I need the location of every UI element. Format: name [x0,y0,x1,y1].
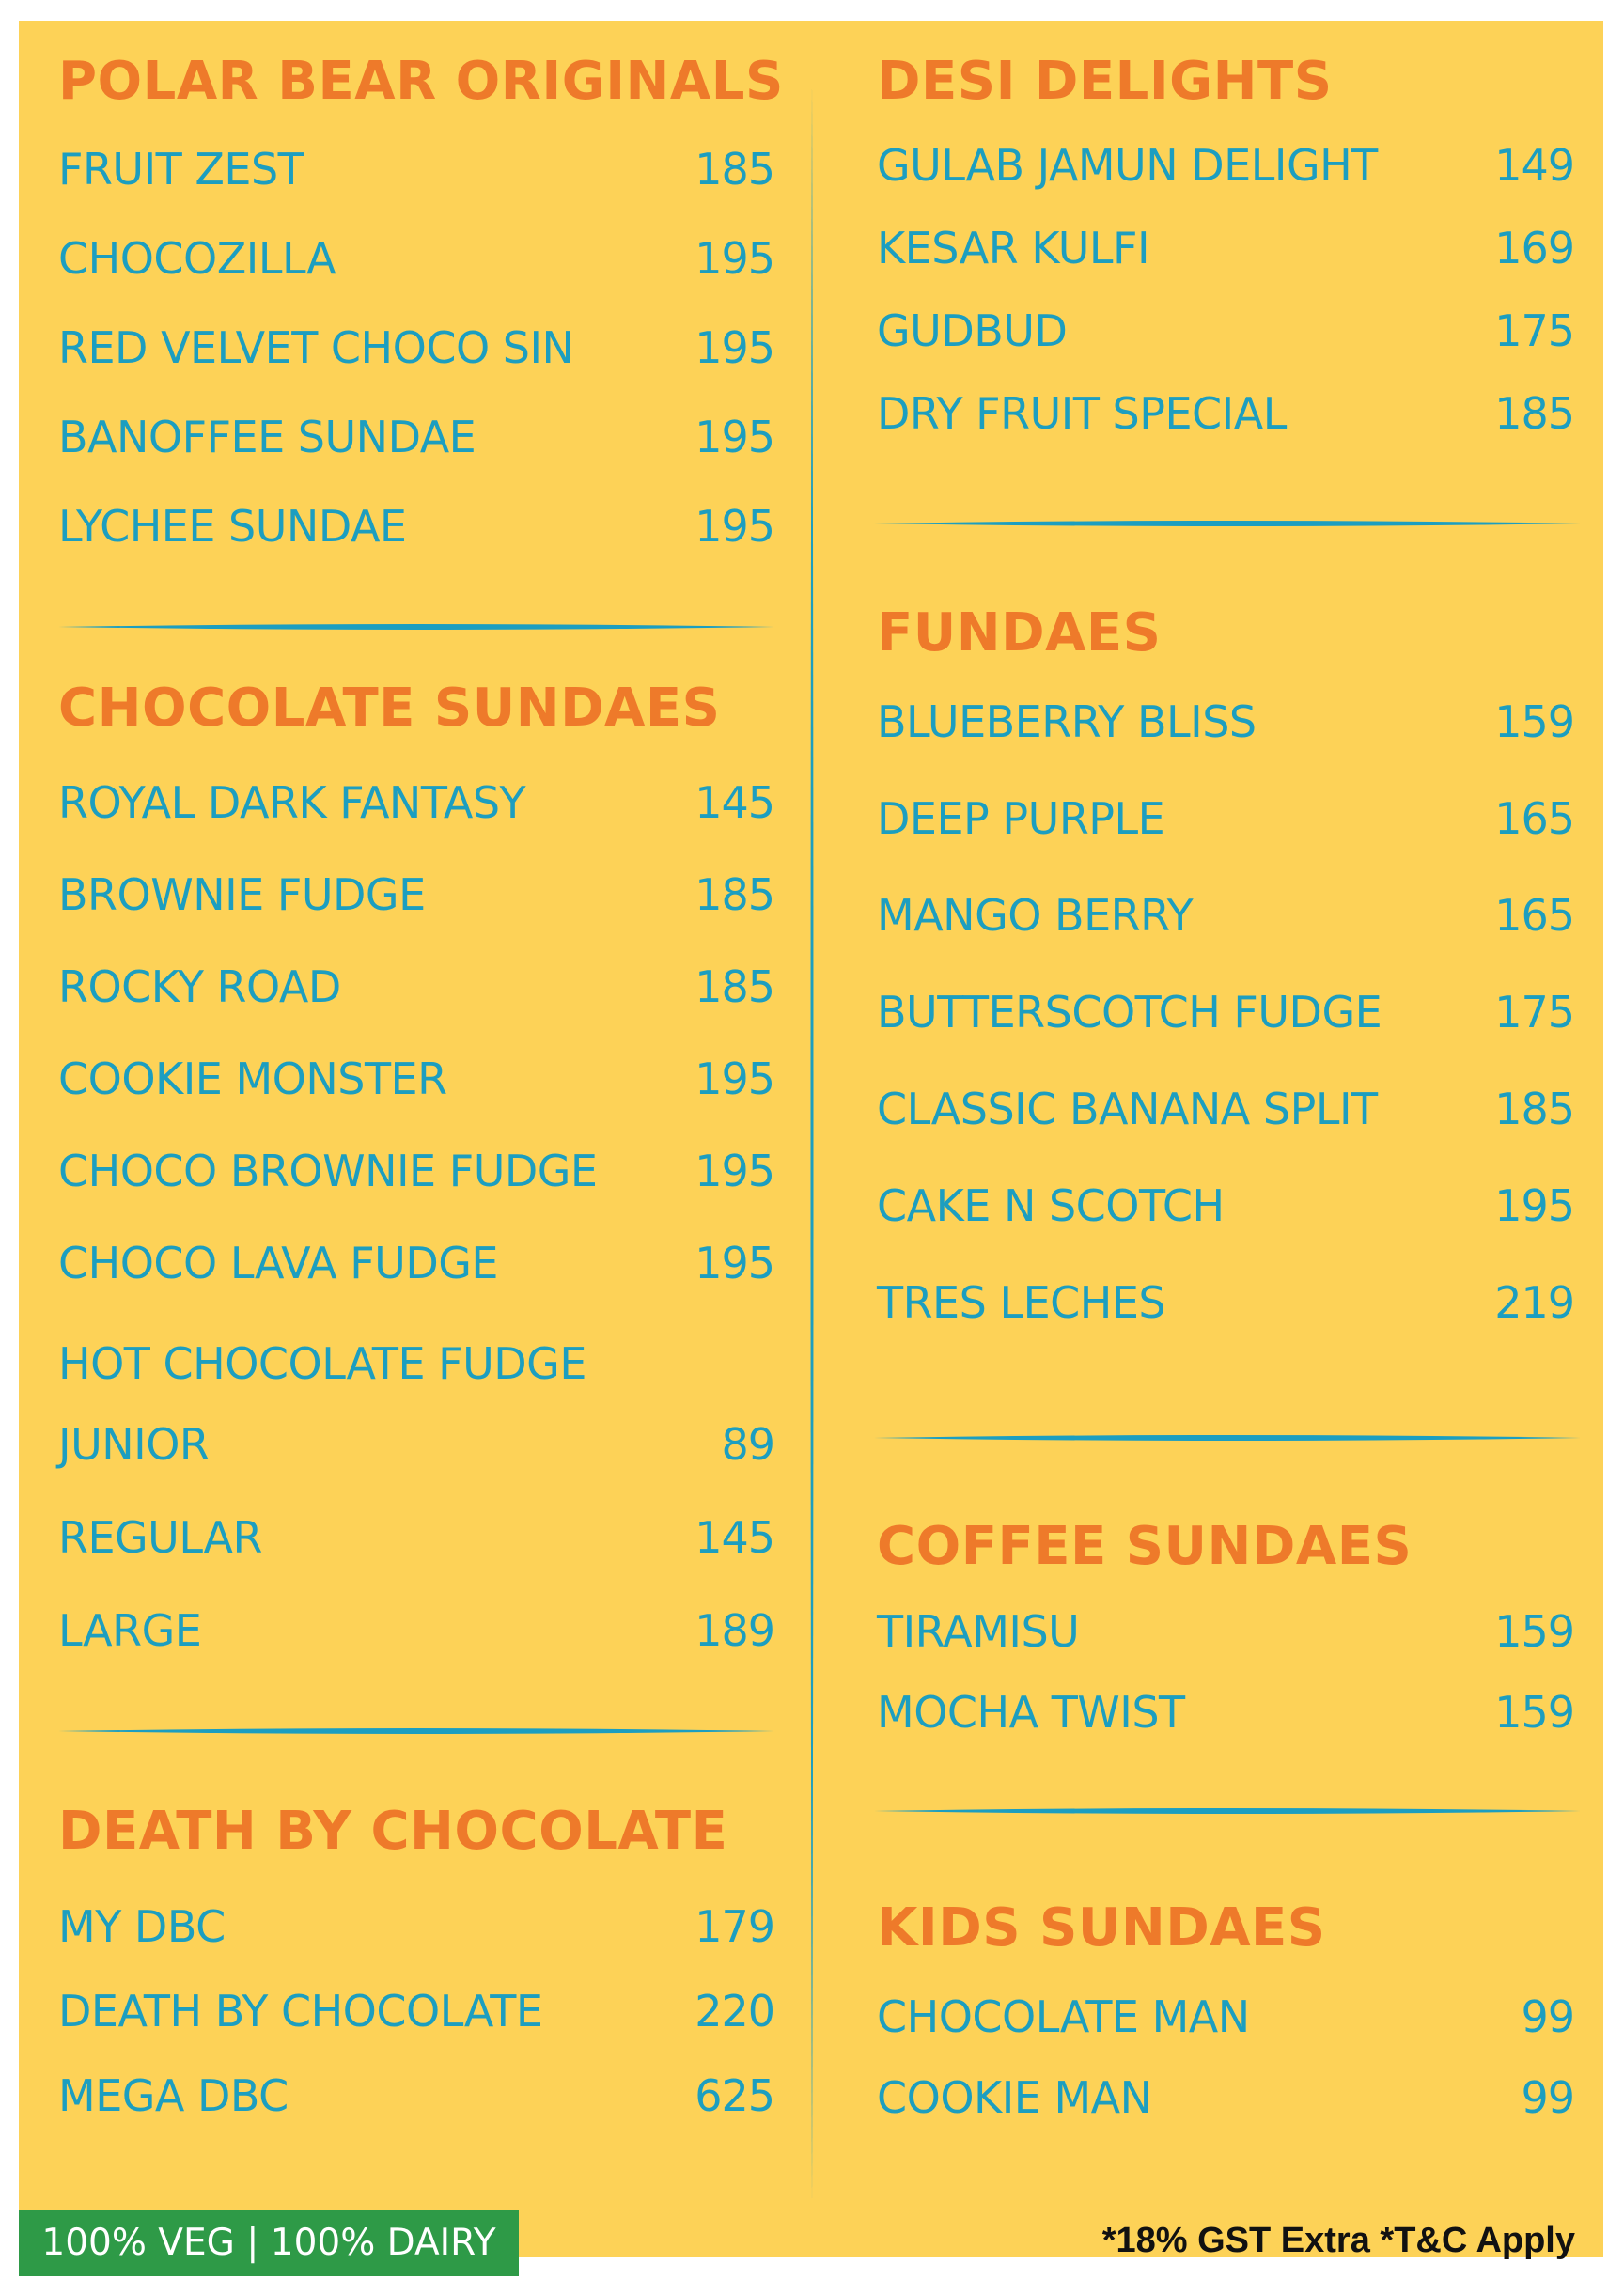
item-price: 165 [1494,890,1574,941]
item-name: FRUIT ZEST [58,144,304,195]
item-name: KESAR KULFI [877,223,1150,273]
section-title: COFFEE SUNDAES [877,1516,1413,1577]
item-name: ROYAL DARK FANTASY [58,777,526,828]
menu-page [19,21,1603,2264]
item-name: GUDBUD [877,305,1068,356]
menu-item-size [58,1511,774,1564]
menu-item [877,792,1574,845]
gst-note: *18% GST Extra *T&C Apply [1101,2221,1575,2260]
item-price: 99 [1521,2072,1574,2123]
menu-item [877,1686,1574,1739]
item-price: 219 [1494,1277,1574,1328]
item-price: 149 [1494,140,1574,191]
menu-item [877,889,1574,942]
menu-item [58,143,774,195]
section-divider [874,1433,1581,1443]
item-price: 165 [1494,793,1574,844]
item-price: 195 [695,1054,774,1104]
item-price: 195 [695,412,774,462]
section-divider [58,1726,774,1736]
item-name: COOKIE MONSTER [58,1054,447,1104]
item-name: BROWNIE FUDGE [58,869,426,920]
item-name: ROCKY ROAD [58,961,341,1012]
menu-item [877,1605,1574,1658]
menu-item [58,321,774,374]
item-name: DEEP PURPLE [877,793,1165,844]
item-name: CHOCO BROWNIE FUDGE [58,1146,598,1196]
item-price: 195 [1494,1180,1574,1231]
item-price: 195 [695,322,774,373]
menu-item [877,1990,1574,2043]
item-price: 189 [695,1605,774,1656]
item-name: REGULAR [58,1512,262,1563]
menu-item [877,222,1574,274]
item-name: DRY FRUIT SPECIAL [877,388,1287,439]
item-price: 99 [1521,1991,1574,2042]
item-name: BLUEBERRY BLISS [877,696,1257,747]
menu-item [58,1145,774,1197]
item-name: MEGA DBC [58,2070,289,2121]
menu-item [877,986,1574,1038]
item-name: CHOCOLATE MAN [877,1991,1250,2042]
menu-item [877,1276,1574,1329]
item-price: 145 [695,1512,774,1563]
menu-item [877,695,1574,748]
item-price: 185 [1494,1084,1574,1134]
menu-item [58,411,774,463]
item-price: 195 [695,501,774,552]
item-price: 185 [695,144,774,195]
item-name: DEATH BY CHOCOLATE [58,1986,543,2037]
menu-item [58,1053,774,1105]
item-name: LYCHEE SUNDAE [58,501,407,552]
item-price: 175 [1494,987,1574,1038]
menu-item [58,500,774,553]
item-name: BUTTERSCOTCH FUDGE [877,987,1382,1038]
item-price: 185 [695,869,774,920]
menu-item [877,387,1574,440]
item-name: CAKE N SCOTCH [877,1180,1225,1231]
item-price: 145 [695,777,774,828]
item-name: BANOFFEE SUNDAE [58,412,476,462]
menu-item [877,139,1574,192]
item-price: 195 [695,1146,774,1196]
section-title: DESI DELIGHTS [877,51,1333,112]
menu-item [877,1083,1574,1135]
section-title: POLAR BEAR ORIGINALS [58,51,784,112]
item-name: RED VELVET CHOCO SIN [58,322,574,373]
item-name: LARGE [58,1605,202,1656]
section-divider [58,622,774,632]
item-price: 185 [695,961,774,1012]
menu-item-size [58,1418,774,1471]
veg-dairy-badge: 100% VEG | 100% DAIRY [19,2210,519,2276]
item-name: CLASSIC BANANA SPLIT [877,1084,1378,1134]
menu-item-size [58,1604,774,1657]
item-price: 159 [1494,1606,1574,1657]
menu-item [877,304,1574,357]
section-title: CHOCOLATE SUNDAES [58,678,721,739]
menu-item [58,1237,774,1289]
item-price: 195 [695,1238,774,1288]
item-name: CHOCOZILLA [58,233,336,284]
menu-item [58,868,774,921]
item-name: MOCHA TWIST [877,1687,1185,1738]
item-price: 625 [695,2070,774,2121]
section-title: KIDS SUNDAES [877,1897,1326,1959]
item-name: JUNIOR [58,1419,210,1470]
item-name: TRES LECHES [877,1277,1166,1328]
menu-item [877,2071,1574,2124]
item-price: 179 [695,1901,774,1952]
section-title: DEATH BY CHOCOLATE [58,1801,728,1862]
item-name: TIRAMISU [877,1606,1080,1657]
item-price: 195 [695,233,774,284]
item-price: 169 [1494,223,1574,273]
item-name: MY DBC [58,1901,226,1952]
menu-item [58,1900,774,1953]
item-name: GULAB JAMUN DELIGHT [877,140,1378,191]
menu-item [58,1985,774,2037]
section-divider [874,1806,1581,1816]
section-title: FUNDAES [877,602,1162,663]
section-divider [874,519,1581,528]
menu-item [58,232,774,285]
item-name: CHOCO LAVA FUDGE [58,1238,498,1288]
menu-item-group-title [58,1337,774,1390]
item-name: COOKIE MAN [877,2072,1152,2123]
item-price: 185 [1494,388,1574,439]
menu-item [58,960,774,1013]
item-price: 220 [695,1986,774,2037]
item-price: 89 [721,1419,774,1470]
item-name: HOT CHOCOLATE FUDGE [58,1338,586,1389]
menu-item [58,776,774,829]
item-price: 175 [1494,305,1574,356]
menu-item [877,1179,1574,1232]
item-price: 159 [1494,1687,1574,1738]
column-divider [808,85,816,2204]
item-name: MANGO BERRY [877,890,1194,941]
menu-item [58,2069,774,2122]
item-price: 159 [1494,696,1574,747]
